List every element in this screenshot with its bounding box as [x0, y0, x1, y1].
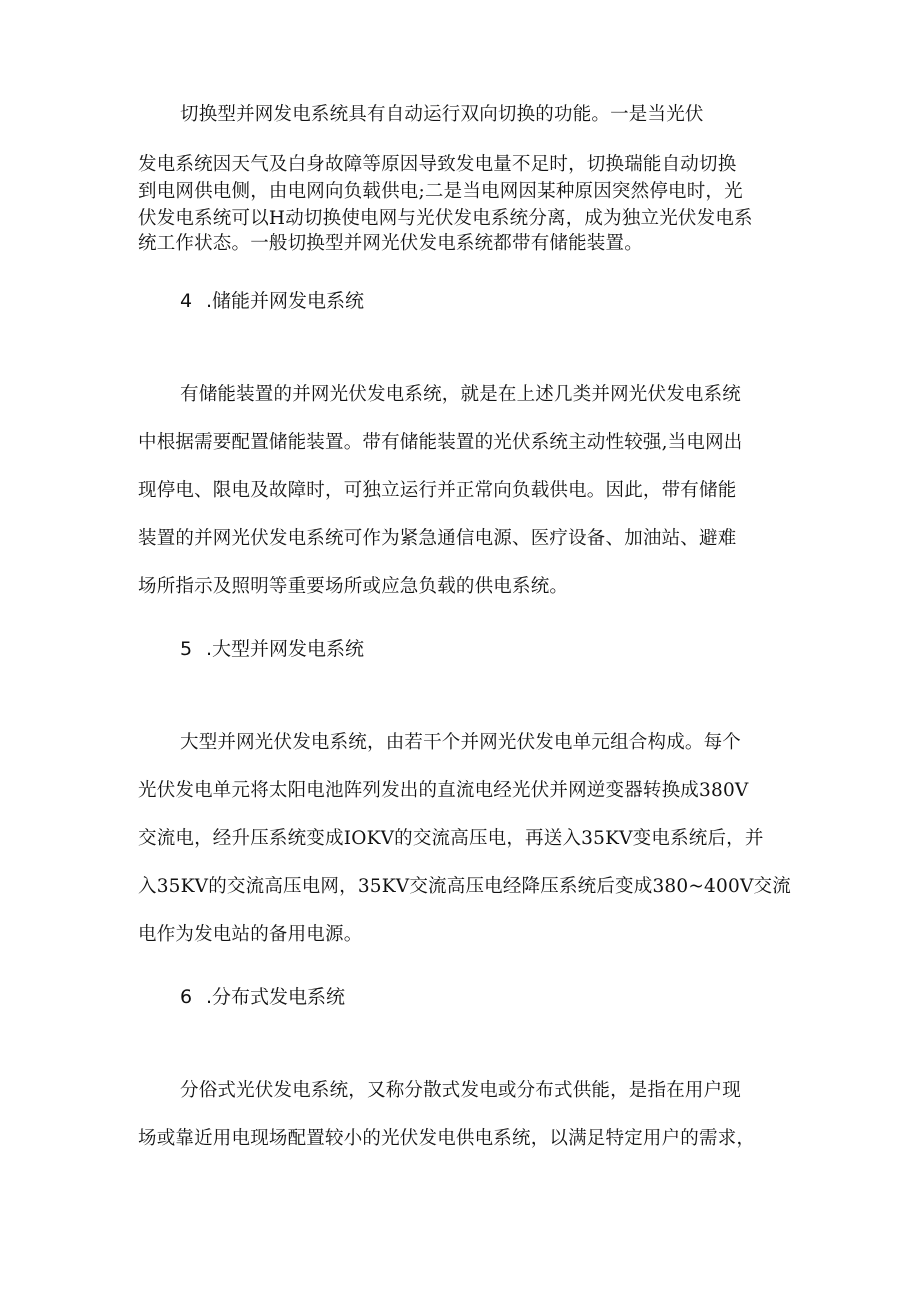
paragraph-line: 伏发电系统可以H动切换使电网与光伏发电系统分离，成为独立光伏发电系 — [138, 208, 753, 229]
paragraph-line: 切换型并网发电系统具有自动运行双向切换的功能。一是当光伏 — [180, 104, 704, 125]
paragraph-line: 有储能装置的并网光伏发电系统，就是在上述几类并网光伏发电系统 — [180, 384, 742, 405]
paragraph-line: 入35KV的交流高压电网，35KV交流高压电经降压系统后变成380~400V交流 — [138, 876, 791, 897]
section-heading — [180, 985, 345, 1009]
paragraph-line: 场或靠近用电现场配置较小的光伏发电供电系统，以满足特定用户的需求， — [138, 1128, 756, 1149]
paragraph-line: 场所指示及照明等重要场所或应急负载的供电系统。 — [138, 576, 569, 597]
section-number: 5 — [180, 638, 193, 660]
paragraph-line: 到电网供电侧，由电网向负载供电;二是当电网因某种原因突然停电时，光 — [138, 181, 743, 202]
paragraph-line: 装置的并网光伏发电系统可作为紧急通信电源、医疗设备、加油站、避难 — [138, 528, 737, 549]
section-title: .储能并网发电系统 — [206, 290, 365, 312]
paragraph-line: 统工作状态。一般切换型并网光伏发电系统都带有储能装置。 — [138, 233, 643, 254]
paragraph-line: 电作为发电站的备用电源。 — [138, 924, 363, 945]
section-number: 4 — [180, 290, 193, 312]
paragraph-line: 交流电，经升压系统变成IOKV的交流高压电，再送入35KV变电系统后，并 — [138, 828, 764, 849]
section-number: 6 — [180, 986, 193, 1008]
section-title: .分布式发电系统 — [206, 986, 346, 1008]
paragraph-line: 发电系统因天气及白身故障等原因导致发电量不足时，切换瑞能自动切换 — [138, 154, 737, 175]
paragraph-line: 光伏发电单元将太阳电池阵列发出的直流电经光伏并网逆变器转换成380V — [138, 780, 749, 801]
section-heading — [180, 289, 364, 313]
paragraph-line: 中根据需要配置储能装置。带有储能装置的光伏系统主动性较强,当电网出 — [138, 432, 743, 453]
paragraph-line: 大型并网光伏发电系统，由若干个并网光伏发电单元组合构成。每个 — [180, 732, 742, 753]
section-heading — [180, 637, 364, 661]
paragraph-line: 现停电、限电及故障时，可独立运行并正常向负载供电。因此，带有储能 — [138, 480, 737, 501]
section-title: .大型并网发电系统 — [206, 638, 365, 660]
paragraph-line: 分俗式光伏发电系统，又称分散式发电或分布式供能，是指在用户现 — [180, 1080, 742, 1101]
